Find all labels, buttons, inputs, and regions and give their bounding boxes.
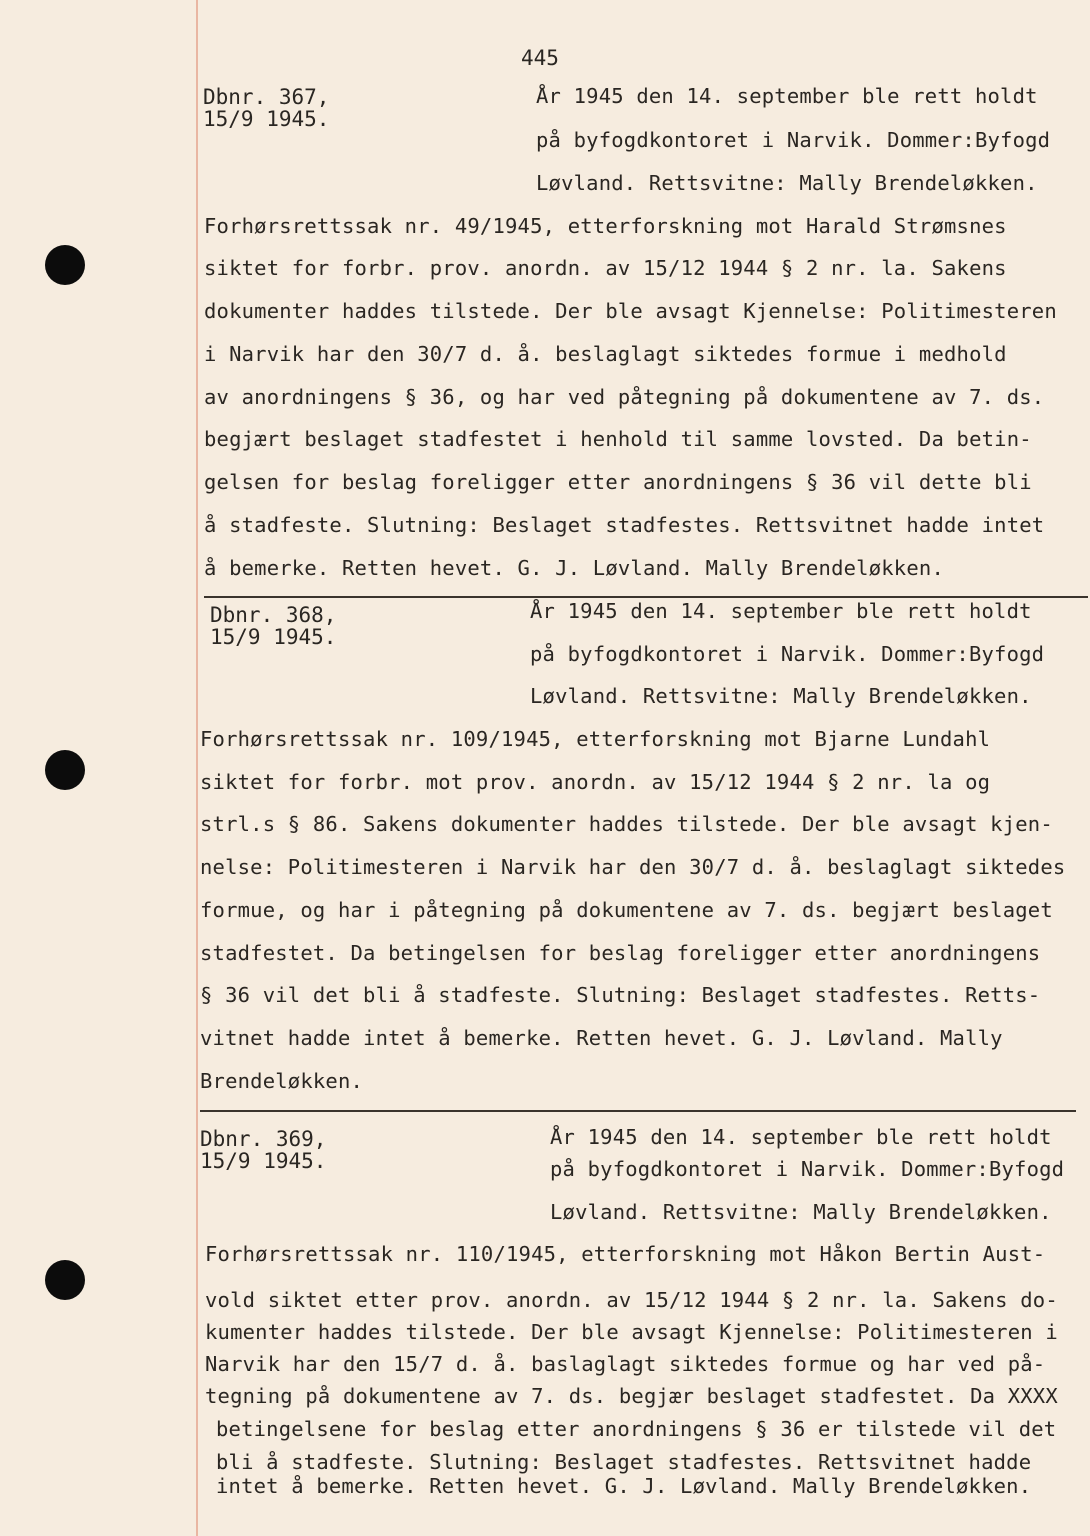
entry-2-line: Forhørsrettssak nr. 109/1945, etterforskning mot Bjarne Lundahl xyxy=(200,727,991,751)
entry-1-line: Løvland. Rettsvitne: Mally Brendeløkken. xyxy=(536,171,1038,195)
entry-2-line: nelse: Politimesteren i Narvik har den 30/7 d. å. beslaglagt siktedes xyxy=(200,855,1066,879)
margin-rule xyxy=(196,0,198,1536)
entry-1-line: å stadfeste. Slutning: Beslaget stadfestes. Rettsvitnet hadde intet xyxy=(204,513,1045,537)
entry-1-line: siktet for forbr. prov. anordn. av 15/12 1944 § 2 nr. la. Sakens xyxy=(204,256,1007,280)
entry-3-line: vold siktet etter prov. anordn. av 15/12 1944 § 2 nr. la. Sakens do- xyxy=(205,1288,1058,1312)
entry-2-line: siktet for forbr. mot prov. anordn. av 15/12 1944 § 2 nr. la og xyxy=(200,770,991,794)
entry-3-line: Forhørsrettssak nr. 110/1945, etterforskning mot Håkon Bertin Aust- xyxy=(205,1242,1046,1266)
entry-3-line: Løvland. Rettsvitne: Mally Brendeløkken. xyxy=(550,1200,1052,1224)
entry-2-line: formue, og har i påtegning på dokumentene av 7. ds. begjært beslaget xyxy=(200,898,1053,922)
entry-2-line: År 1945 den 14. september ble rett holdt xyxy=(530,599,1032,623)
entry-3-line: tegning på dokumentene av 7. ds. begjær beslaget stadfestet. Da XXXX xyxy=(205,1384,1058,1408)
entry-1-line: å bemerke. Retten hevet. G. J. Løvland. Mally Brendeløkken. xyxy=(204,556,944,580)
entry-separator xyxy=(204,596,1088,598)
entry-3-line: Narvik har den 15/7 d. å. baslaglagt siktedes formue og har ved på- xyxy=(205,1352,1046,1376)
entry-2-line: § 36 vil det bli å stadfeste. Slutning: Beslaget stadfestes. Retts- xyxy=(200,983,1041,1007)
entry-2-line: Løvland. Rettsvitne: Mally Brendeløkken. xyxy=(530,684,1032,708)
entry-3-line: bli å stadfeste. Slutning: Beslaget stadfestes. Rettsvitnet hadde xyxy=(216,1450,1032,1474)
entry-2-line: vitnet hadde intet å bemerke. Retten hevet. G. J. Løvland. Mally xyxy=(200,1026,1003,1050)
entry-1-line: på byfogdkontoret i Narvik. Dommer:Byfogd xyxy=(536,128,1051,152)
entry-2-dbnr: Dbnr. 368, xyxy=(210,603,337,627)
entry-1-line: begjært beslaget stadfestet i henhold til samme lovsted. Da betin- xyxy=(204,427,1032,451)
entry-3-line: kumenter haddes tilstede. Der ble avsagt Kjennelse: Politimesteren i xyxy=(205,1320,1058,1344)
punch-hole-top xyxy=(45,245,85,285)
entry-1-dbnr: Dbnr. 367, xyxy=(203,85,330,109)
entry-2-line: stadfestet. Da betingelsen for beslag foreligger etter anordningens xyxy=(200,941,1041,965)
entry-2-line: Brendeløkken. xyxy=(200,1069,364,1093)
entry-1-line: Forhørsrettssak nr. 49/1945, etterforskning mot Harald Strømsnes xyxy=(204,214,1007,238)
entry-2-line: strl.s § 86. Sakens dokumenter haddes tilstede. Der ble avsagt kjen- xyxy=(200,812,1053,836)
entry-3-date: 15/9 1945. xyxy=(200,1149,327,1173)
entry-1-line: dokumenter haddes tilstede. Der ble avsagt Kjennelse: Politimesteren xyxy=(204,299,1057,323)
entry-3-dbnr: Dbnr. 369, xyxy=(200,1127,327,1151)
entry-1-date: 15/9 1945. xyxy=(203,107,330,131)
entry-2-line: på byfogdkontoret i Narvik. Dommer:Byfogd xyxy=(530,642,1045,666)
entry-1-line: gelsen for beslag foreligger etter anordningens § 36 vil dette bli xyxy=(204,470,1032,494)
page-number: 445 xyxy=(521,46,559,70)
entry-separator xyxy=(200,1110,1076,1112)
entry-3-line: År 1945 den 14. september ble rett holdt xyxy=(550,1125,1052,1149)
entry-1-line: av anordningens § 36, og har ved påtegning på dokumentene av 7. ds. xyxy=(204,385,1045,409)
punch-hole-middle xyxy=(45,750,85,790)
entry-3-line: intet å bemerke. Retten hevet. G. J. Løvland. Mally Brendeløkken. xyxy=(216,1474,1032,1498)
entry-3-line: betingelsene for beslag etter anordningens § 36 er tilstede vil det xyxy=(216,1417,1057,1441)
punch-hole-bottom xyxy=(45,1260,85,1300)
entry-1-line: År 1945 den 14. september ble rett holdt xyxy=(536,84,1038,108)
entry-2-date: 15/9 1945. xyxy=(210,625,337,649)
entry-1-line: i Narvik har den 30/7 d. å. beslaglagt siktedes formue i medhold xyxy=(204,342,1007,366)
entry-3-line: på byfogdkontoret i Narvik. Dommer:Byfogd xyxy=(550,1157,1065,1181)
